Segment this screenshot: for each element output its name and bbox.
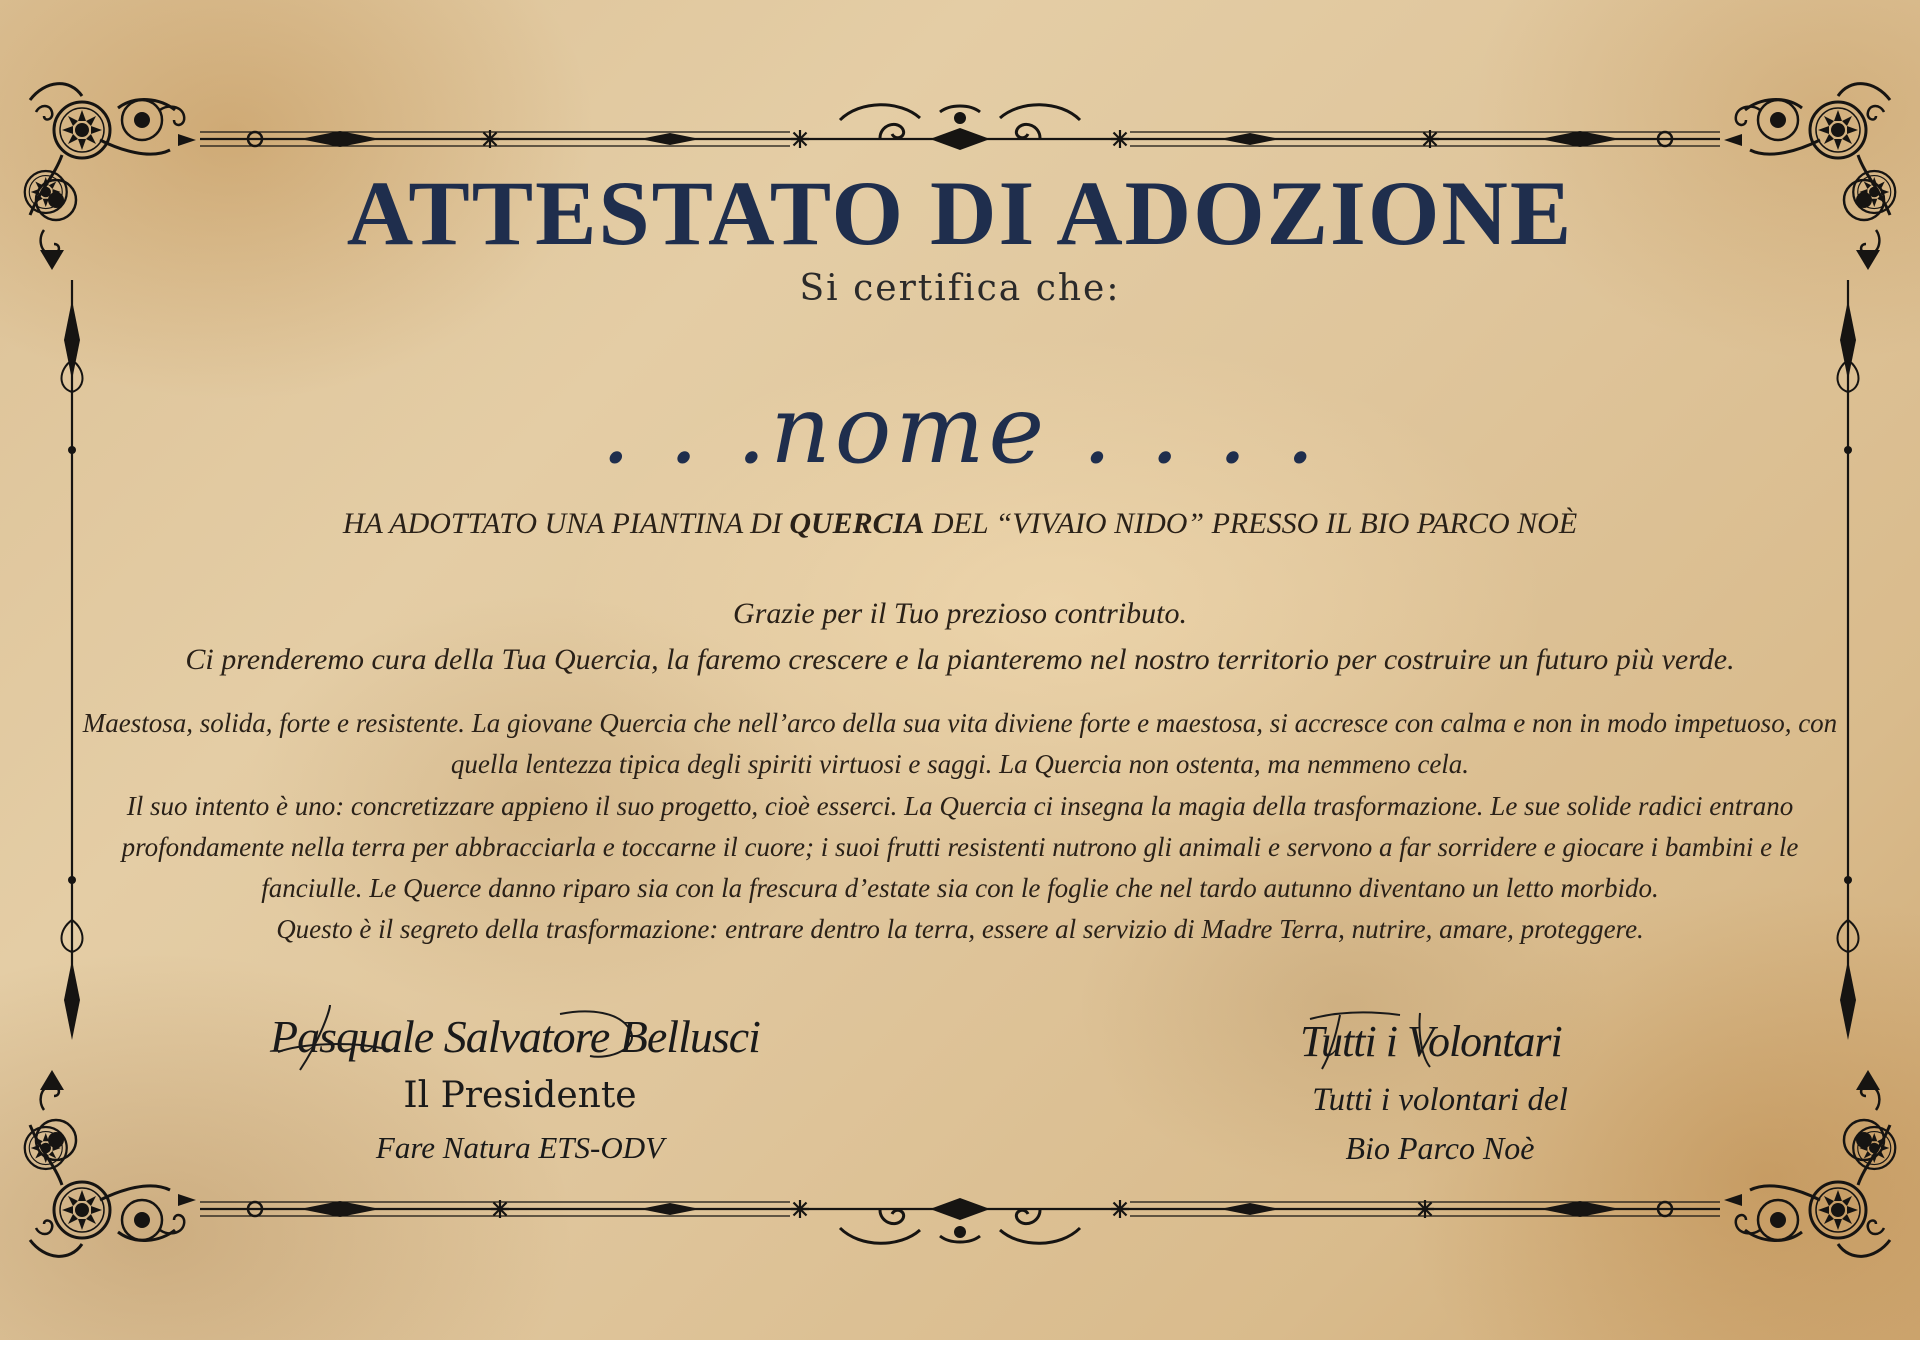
corner-bottom-left — [25, 1070, 196, 1256]
top-flourish — [840, 105, 1080, 150]
adoption-statement — [0, 507, 1920, 541]
adoption-statement-suffix: DEL “VIVAIO NIDO” PRESSO IL BIO PARCO NOÈ — [924, 507, 1578, 540]
oak-paragraph: Questo è il segreto della trasformazione: entrare dentro la terra, essere al servizio di Madre Terra, nutrire, amare, proteggere. — [276, 914, 1644, 945]
signature-flourish-icon — [260, 1000, 720, 1080]
thanks-line: Grazie per il Tuo prezioso contributo. — [733, 597, 1187, 630]
volunteers-signature: Tutti i Volontari — [1300, 1017, 1562, 1066]
president-organization: Fare Natura ETS-ODV — [375, 1130, 665, 1165]
bottom-flourish — [840, 1198, 1080, 1243]
recipient-name-placeholder: . . .nome . . . . — [600, 376, 1320, 485]
adoption-tree-type: QUERCIA — [789, 507, 925, 540]
adoption-statement-prefix: HA ADOTTATO UNA PIANTINA DI — [342, 507, 790, 540]
care-promise-line: Ci prenderemo cura della Tua Quercia, la faremo crescere e la pianteremo nel nostro territorio per costruire un futuro più verde. — [185, 643, 1735, 676]
president-signature: Pasquale Salvatore Bellusci — [270, 1011, 760, 1062]
oak-paragraph: Maestosa, solida, forte e resistente. La giovane Quercia che nell’arco della sua vita diviene forte e maestosa, si accresce con calma e non in modo impetuoso, con quella lentezza tipica degli spiriti virtuosi e saggi. La Quercia non ostenta, ma nemmeno cela. — [82, 708, 1838, 780]
certificate-subtitle: Si certifica che: — [799, 268, 1121, 309]
volunteers-organization: Bio Parco Noè — [1345, 1130, 1535, 1166]
oak-description — [70, 703, 1850, 951]
oak-paragraph: Il suo intento è uno: concretizzare appieno il suo progetto, cioè esserci. La Quercia ci insegna la magia della trasformazione. Le sue solide radici entrano profondamente nella terra per abbracciarla e toccarne il cuore; i suoi frutti resistenti nutrono gli animali e servono a far sorridere e giocare i bambini e le fanciulle. Le Querce danno riparo sia con la frescura d’estate sia con le foglie che nel tardo autunno diventano un letto morbido. — [121, 790, 1799, 904]
signature-flourish-icon — [1300, 1005, 1560, 1075]
corner-bottom-right — [1724, 1070, 1895, 1256]
president-role: Il Presidente — [403, 1075, 637, 1116]
volunteers-role: Tutti i volontari del — [1312, 1082, 1568, 1118]
certificate-title: ATTESTATO DI ADOZIONE — [346, 162, 1574, 264]
page-margin — [0, 1340, 1920, 1357]
